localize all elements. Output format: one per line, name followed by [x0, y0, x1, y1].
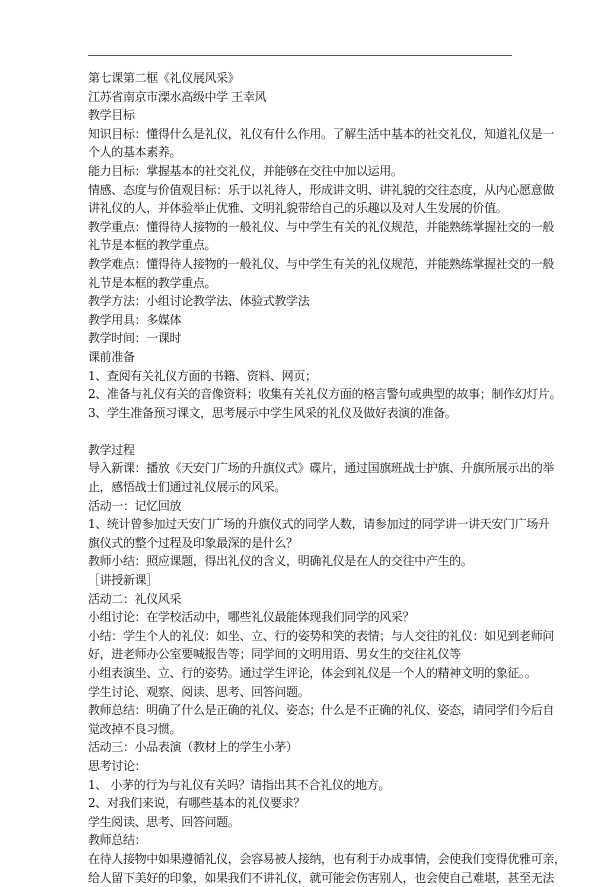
- text-line: 个人的基本素养。: [88, 145, 182, 160]
- list-item: 3、学生准备预习课文，思考展示中学生风采的礼仪及做好表演的准备。: [88, 405, 457, 420]
- text-line: 旗仪式的整个过程及印象最深的是什么？: [88, 535, 298, 550]
- text-line: 给人留下美好的印象，如果我们不讲礼仪，就可能会伤害别人，也会使自己难堪，甚至无法: [88, 870, 555, 885]
- section-heading-process: 教学过程: [88, 442, 135, 457]
- text-line: 学生讨论、观察、阅读、思考、回答问题。: [88, 684, 310, 699]
- list-item: 1、查阅有关礼仪方面的书籍、资料、网页；: [88, 368, 317, 383]
- lesson-title: 第七课第二框《礼仪展风采》: [88, 71, 240, 85]
- text-line: 礼节是本框的教学重点。: [88, 275, 217, 290]
- activity-heading: 活动二：礼仪风采: [88, 591, 182, 606]
- text-line: 教学重点：懂得待人接物的一般礼仪、与中学生有关的礼仪规范，并能熟练掌握社交的一般: [88, 219, 555, 234]
- text-line: 小组表演坐、立、行的姿势。通过学生评论，体会到礼仪是一个人的精神文明的象征。。: [88, 666, 537, 680]
- text-line: 1、统计曾参加过天安门广场的升旗仪式的同学人数，请参加过的同学讲一讲天安门广场升: [88, 517, 550, 532]
- text-line: 能力目标：掌握基本的社交礼仪，并能够在交往中加以运用。: [88, 163, 403, 178]
- text-line: 止，感悟战士们通过礼仪展示的风采。: [88, 480, 287, 495]
- text-line: 小组讨论：在学校活动中，哪些礼仪最能体现我们同学的风采？: [88, 610, 415, 625]
- blank-line: [88, 422, 514, 441]
- text-line: 礼节是本框的教学重点。: [88, 238, 217, 253]
- text-line: 觉改掉不良习惯。: [88, 721, 182, 736]
- activity-heading: 活动一：记忆回放: [88, 498, 182, 513]
- header-rule: [88, 55, 512, 56]
- text-line: 在待人接物中如果遵循礼仪，会容易被人接纳，也有利于办成事情，会使我们变得优雅可亲，: [88, 851, 566, 866]
- document-body: [88, 69, 566, 887]
- text-line: 知识目标：懂得什么是礼仪，礼仪有什么作用。了解生活中基本的社交礼仪，知道礼仪是一: [88, 126, 555, 141]
- text-line: 好，进老师办公室要喊报告等；同学间的文明用语、男女生的交往礼仪等: [88, 647, 461, 662]
- section-heading-preparation: 课前准备: [88, 349, 135, 364]
- text-line: 情感、态度与价值观目标：乐于以礼待人，形成讲文明、讲礼貌的交往态度，从内心愿意做: [88, 182, 555, 197]
- text-line: 教学方法：小组讨论教学法、体验式教学法: [88, 294, 310, 309]
- section-heading-objectives: 教学目标: [88, 108, 135, 123]
- author-line: 江苏省南京市溧水高级中学 王幸风: [88, 89, 267, 104]
- text-line: 教师小结：照应课题，得出礼仪的含义，明确礼仪是在人的交往中产生的。: [88, 554, 473, 569]
- list-item: 2、对我们来说，有哪些基本的礼仪要求？: [88, 796, 305, 811]
- list-item: 1、 小茅的行为与礼仪有关吗？请指出其不合礼仪的地方。: [88, 777, 391, 792]
- list-item: 2、准备与礼仪有关的音像资料；收集有关礼仪方面的格言警句或典型的故事；制作幻灯片。: [88, 387, 562, 402]
- text-line: 学生阅读、思考、回答问题。: [88, 814, 240, 829]
- text-line: 教师总结：明确了什么是正确的礼仪、姿态；什么是不正确的礼仪、姿态，请同学们今后自: [88, 703, 555, 718]
- text-line: 教学难点：懂得待人接物的一般礼仪、与中学生有关的礼仪规范，并能熟练掌握社交的一般: [88, 256, 555, 271]
- text-line: 小结：学生个人的礼仪：如坐、立、行的姿势和笑的表情；与人交往的礼仪：如见到老师问: [88, 628, 555, 643]
- activity-heading: 活动三：小品表演（教材上的学生小茅）: [88, 740, 298, 755]
- text-line: 教学用具：多媒体: [88, 312, 182, 327]
- text-line: 导入新课：播放《天安门广场的升旗仪式》碟片，通过国旗班战士护旗、升旗所展示出的举: [88, 461, 555, 476]
- text-line: 思考讨论：: [88, 758, 147, 773]
- text-line: 讲礼仪的人，并体验举止优雅、文明礼貌带给自己的乐趣以及对人生发展的价值。: [88, 201, 508, 216]
- text-line: 教师总结：: [88, 833, 147, 848]
- text-line: ［讲授新课］: [88, 573, 158, 588]
- text-line: 教学时间：一课时: [88, 331, 182, 346]
